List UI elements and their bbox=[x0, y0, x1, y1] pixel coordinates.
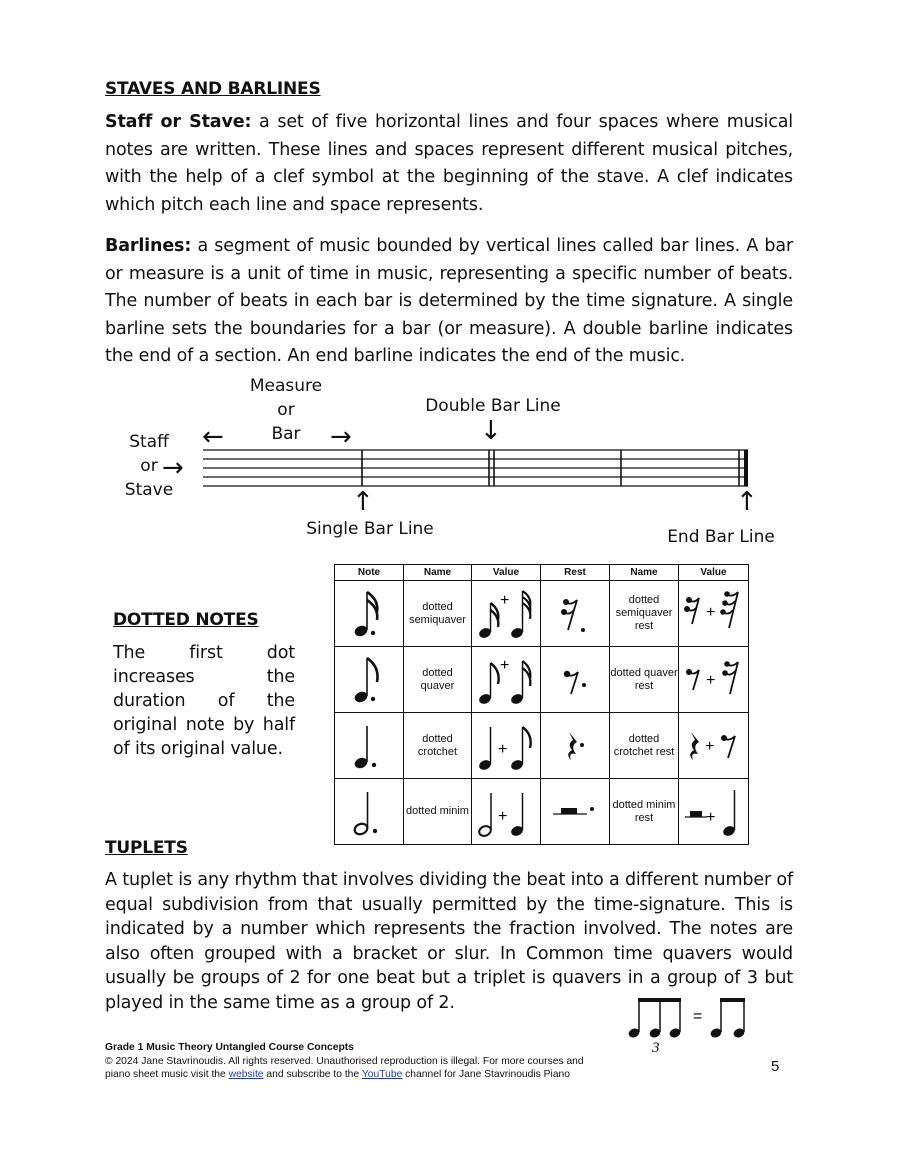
dotted-semiquaver-icon bbox=[349, 586, 389, 642]
header-value: Value bbox=[472, 565, 541, 581]
note-name-cell: dotted quaver bbox=[404, 647, 472, 713]
svg-text:+: + bbox=[500, 591, 510, 609]
arrow-left-icon: ← bbox=[202, 422, 224, 452]
quaver-plus-semiquaver-icon bbox=[475, 651, 537, 709]
dotted-notes-heading: DOTTED NOTES bbox=[113, 610, 259, 630]
svg-text:+: + bbox=[705, 603, 715, 621]
youtube-link[interactable]: YouTube bbox=[361, 1069, 403, 1080]
rest-name-cell: dotted semiquaver rest bbox=[610, 581, 679, 647]
note-name-cell: dotted semiquaver bbox=[404, 581, 472, 647]
staff-definition bbox=[105, 109, 793, 219]
staff-arrow-right-icon: → bbox=[162, 453, 184, 483]
double-bar-label: Double Bar Line bbox=[425, 396, 561, 416]
note-name-cell: dotted crotchet bbox=[404, 713, 472, 779]
dotted-minim-icon bbox=[349, 784, 389, 840]
header-note: Note bbox=[335, 565, 404, 581]
crotchet-rest-plus-quaver-rest-icon bbox=[683, 718, 745, 774]
semiquaver-plus-demisemiquaver-icon bbox=[475, 585, 537, 643]
dotted-minim-rest-icon bbox=[551, 784, 599, 840]
note-value-cell bbox=[472, 779, 541, 845]
table-row bbox=[335, 647, 749, 713]
footer-copyright: © 2024 Jane Stavrinoudis. All rights reserved. Unauthorised reproduction is illegal. For more courses and bbox=[105, 1055, 584, 1067]
semiquaver-rest-plus-demisemiquaver-rest-icon bbox=[683, 586, 745, 642]
table-row bbox=[335, 713, 749, 779]
footer bbox=[105, 1041, 625, 1082]
svg-text:3: 3 bbox=[652, 1040, 660, 1056]
single-bar-label: Single Bar Line bbox=[306, 519, 434, 539]
dotted-notes-table bbox=[334, 564, 749, 845]
note-value-cell bbox=[472, 581, 541, 647]
rest-name-cell: dotted quaver rest bbox=[610, 647, 679, 713]
dotted-semiquaver-rest-icon bbox=[555, 586, 595, 642]
tuplets-heading: TUPLETS bbox=[105, 838, 188, 858]
note-value-cell bbox=[472, 713, 541, 779]
website-link[interactable]: website bbox=[228, 1069, 264, 1080]
crotchet-plus-quaver-icon bbox=[475, 717, 537, 775]
rest-cell bbox=[541, 647, 610, 713]
staves-heading: STAVES AND BARLINES bbox=[105, 79, 321, 99]
note-cell bbox=[335, 647, 404, 713]
dotted-crotchet-rest-icon bbox=[555, 718, 595, 774]
barlines-term: Barlines: bbox=[105, 236, 192, 256]
rest-value-cell bbox=[679, 713, 749, 779]
header-rest-name: Name bbox=[610, 565, 679, 581]
rest-value-cell bbox=[679, 779, 749, 845]
end-arrow-up-icon: ↑ bbox=[736, 487, 758, 517]
staff-diagram bbox=[195, 445, 755, 495]
end-bar-label: End Bar Line bbox=[667, 527, 775, 547]
arrow-right-icon: → bbox=[330, 422, 352, 452]
page-number: 5 bbox=[771, 1058, 780, 1075]
barlines-definition bbox=[105, 233, 793, 371]
note-cell bbox=[335, 713, 404, 779]
measure-label: Measure or Bar bbox=[249, 376, 323, 444]
tuplets-text: A tuplet is any rhythm that involves dividing the beat into a different number of equal subdivision from that usually permitted by the time-signature. This is indicated by a number which represents the fraction involved. The notes are also often grouped with a bracket or slur. In Common time quavers would usually be groups of 2 for one beat but a triplet is quavers in a group of 3 but played in the same time as a group of 2. bbox=[105, 870, 793, 1013]
rest-value-cell bbox=[679, 647, 749, 713]
staff-label: Staff or Stave bbox=[124, 432, 174, 500]
svg-text:+: + bbox=[498, 740, 508, 758]
minim-plus-crotchet-icon bbox=[475, 783, 537, 841]
svg-text:+: + bbox=[500, 656, 510, 674]
header-name: Name bbox=[404, 565, 472, 581]
triplet-equals-pair-icon bbox=[628, 992, 753, 1058]
table-header-row bbox=[335, 565, 749, 581]
note-value-cell bbox=[472, 647, 541, 713]
arrow-down-icon: ↓ bbox=[480, 416, 502, 446]
header-rest-value: Value bbox=[679, 565, 749, 581]
rest-name-cell: dotted crotchet rest bbox=[610, 713, 679, 779]
rest-cell bbox=[541, 779, 610, 845]
header-rest: Rest bbox=[541, 565, 610, 581]
staff-lines bbox=[203, 450, 748, 486]
svg-text:+: + bbox=[704, 737, 714, 755]
svg-text:+: + bbox=[705, 808, 715, 826]
svg-text:+: + bbox=[705, 671, 715, 689]
quaver-rest-plus-semiquaver-rest-icon bbox=[683, 652, 745, 708]
dotted-crotchet-icon bbox=[349, 718, 389, 774]
rest-cell bbox=[541, 581, 610, 647]
rest-name-cell: dotted minim rest bbox=[610, 779, 679, 845]
staff-text: a set of five horizontal lines and four spaces where musical notes are written. These lines and spaces represent different musical pitches, with the help of a clef symbol at the beginning of the stave. A clef indicates which pitch each line and space represents. bbox=[105, 112, 793, 215]
rest-cell bbox=[541, 713, 610, 779]
note-cell bbox=[335, 581, 404, 647]
footer-links-line: piano sheet music visit the website and subscribe to the YouTube channel for Jane Stavrinoudis Piano bbox=[105, 1069, 571, 1080]
staff-term: Staff or Stave: bbox=[105, 112, 252, 132]
note-name-cell: dotted minim bbox=[404, 779, 472, 845]
dotted-quaver-icon bbox=[349, 652, 389, 708]
barlines-text: a segment of music bounded by vertical lines called bar lines. A bar or measure is a unit of time in music, representing a specific number of beats. The number of beats in each bar is determined by the time signature. A single barline sets the boundaries for a bar (or measure). A double barline indicates the end of a section. An end barline indicates the end of the music. bbox=[105, 236, 793, 366]
minim-rest-plus-crotchet-icon bbox=[683, 784, 745, 840]
svg-text:=: = bbox=[693, 1008, 703, 1025]
table-row bbox=[335, 779, 749, 845]
note-cell bbox=[335, 779, 404, 845]
rest-value-cell bbox=[679, 581, 749, 647]
table-row bbox=[335, 581, 749, 647]
end-barline-thick bbox=[744, 450, 748, 486]
svg-text:+: + bbox=[498, 807, 508, 825]
dotted-notes-text: The first dot increases the duration of the original note by half of its original value. bbox=[113, 643, 295, 759]
arrow-up-icon: ↑ bbox=[352, 487, 374, 517]
footer-title: Grade 1 Music Theory Untangled Course Concepts bbox=[105, 1042, 354, 1053]
dotted-quaver-rest-icon bbox=[555, 652, 595, 708]
